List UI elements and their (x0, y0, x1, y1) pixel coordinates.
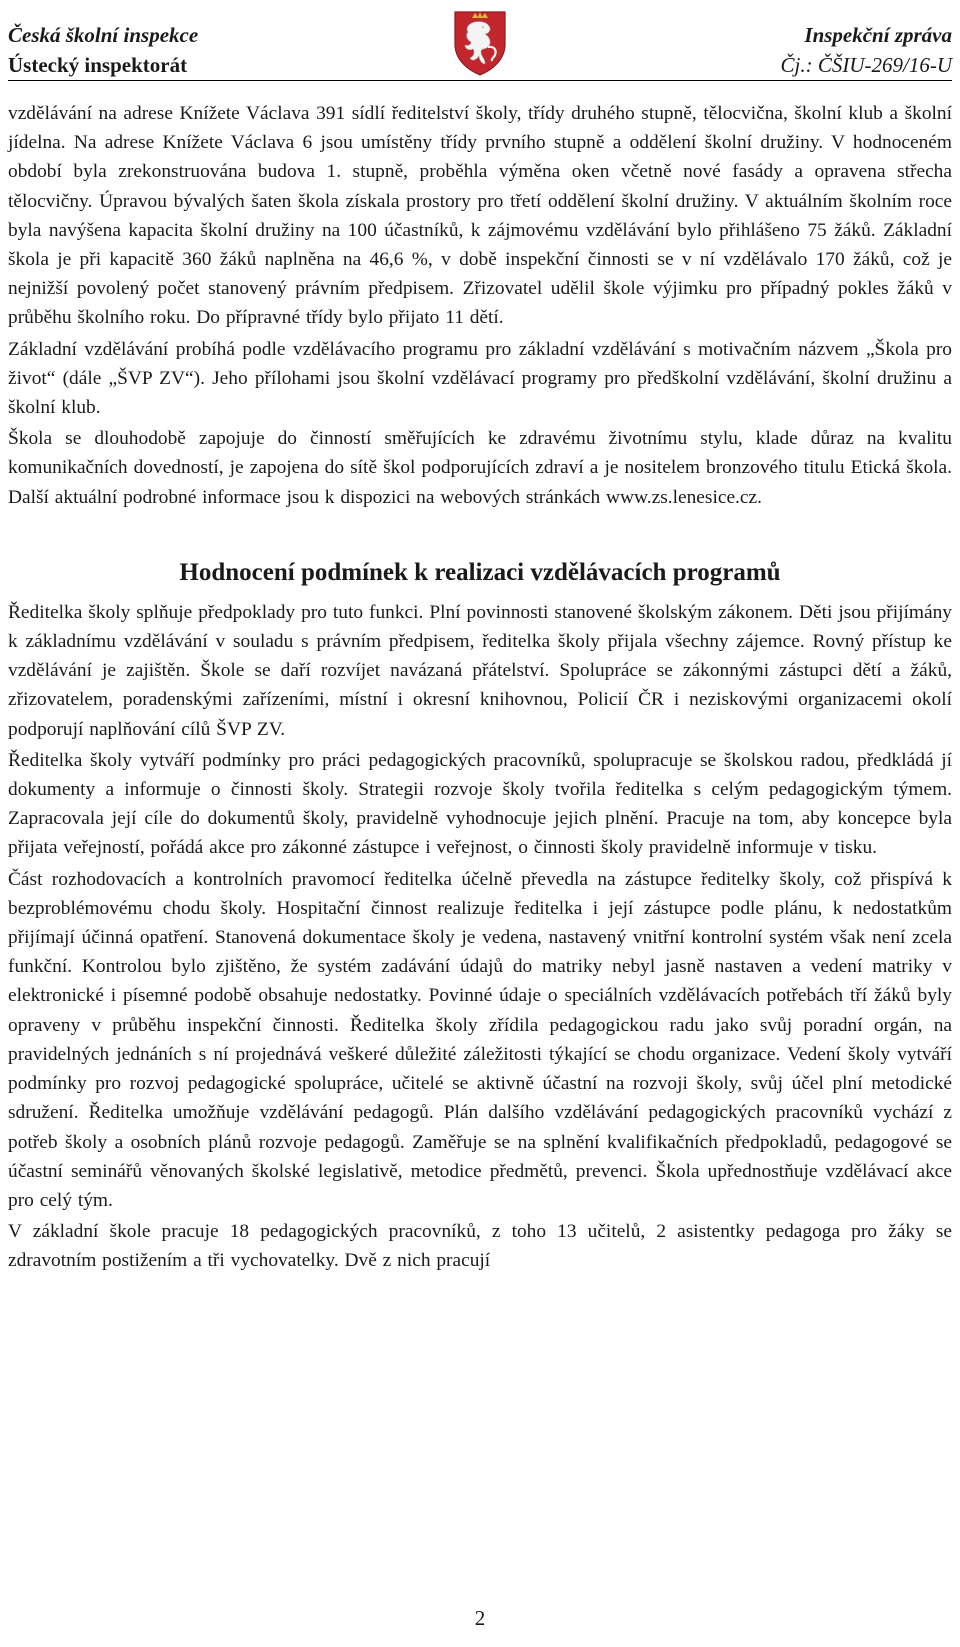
inspectorate-name: Ústecký inspektorát (8, 53, 188, 77)
page-header (8, 6, 952, 81)
report-type: Inspekční zpráva (804, 23, 952, 47)
section-title: Hodnocení podmínek k realizaci vzdělávacích programů (179, 558, 781, 586)
section-paragraph-2: Ředitelka školy vytváří podmínky pro práci pedagogických pracovníků, spolupracuje se školskou radou, předkládá jí dokumenty a informuje o činnosti školy. Strategii rozvoje školy tvořila ředitelka s celým pedagogickým týmem. Zapracovala její cíle do dokumentů školy, pravidelně vyhodnocuje jejich plnění. Pracuje na tom, aby koncepce byla přijata veřejností, pořádá akce pro zákonné zástupce i veřejnost, o činnosti školy pravidelně informuje v tisku. (8, 749, 952, 859)
section-paragraph-3: Část rozhodovacích a kontrolních pravomocí ředitelka účelně převedla na zástupce ředitelky školy, což přispívá k bezproblémovému chodu školy. Hospitační činnost realizuje ředitelka i její zástupce podle plánu, k nedostatkům přijímají účinná opatření. Stanovená dokumentace školy je vedena, nastavený vnitřní kontrolní systém však není zcela funkční. Kontrolou bylo zjištěno, že systém zadávání údajů do matriky nebyl jasně nastaven a vedení matriky v elektronické i písemné podobě obsahuje nedostatky. Povinné údaje o speciálních vzdělávacích potřebách tří žáků byly opraveny v průběhu inspekční činnosti. Ředitelka školy zřídila pedagogickou radu jako svůj poradní orgán, na pravidelných jednáních s ní projednává veškeré důležité záležitosti týkající se chodu organizace. Vedení školy vytváří podmínky pro rozvoj pedagogické spolupráce, učitelé se aktivně účastní na rozvoji školy, svůj účel plní metodické sdružení. Ředitelka umožňuje vzdělávání pedagogů. Plán dalšího vzdělávání pedagogických pracovníků vychází z potřeb školy a osobních plánů rozvoje pedagogů. Zaměřuje se na splnění kvalifikačních předpokladů, pedagogové se účastní seminářů věnovaných školské legislativě, metodice předmětů, prevenci. Škola upřednostňuje vzdělávací akce pro celý tým. (8, 868, 952, 1211)
organization-name: Česká školní inspekce (8, 23, 199, 47)
page-number: 2 (474, 1606, 486, 1630)
report-block (781, 20, 953, 80)
paragraph-intro-1: vzdělávání na adrese Knížete Václava 391 sídlí ředitelství školy, třídy druhého stupně, tělocvična, školní klub a školní jídelna. Na adrese Knížete Václava 6 jsou umístěny třídy prvního stupně a oddělení školní družiny. V hodnoceném období byla zrekonstruována budova 1. stupně, proběhla výměna oken včetně nové fasády a opravena střecha tělocvičny. Úpravou bývalých šaten škola získala prostory pro třetí oddělení školní družiny. V aktuálním školním roce byla navýšena kapacita školní družiny na 100 účastníků, k zájmovému vzdělávání bylo přihlášeno 75 žáků. Základní škola je při kapacitě 360 žáků naplněna na 46,6 %, v době inspekční činnosti se v ní vzdělávalo 170 žáků, což je nejnižší povolený počet stanovený právním předpisem. Zřizovatel udělil škole výjimku pro případný pokles žáků v průběhu školního roku. Do přípravné třídy bylo přijato 11 dětí. (8, 103, 952, 329)
document-body (8, 99, 952, 1278)
paragraph-intro-2: Základní vzdělávání probíhá podle vzdělávacího programu pro základní vzdělávání s motivačním názvem „Škola pro život“ (dále „ŠVP ZV“). Jeho přílohami jsou školní vzdělávací programy pro předškolní vzdělávání, školní družinu a školní klub. (8, 338, 952, 419)
coat-of-arms-icon (450, 6, 510, 76)
section-paragraph-1: Ředitelka školy splňuje předpoklady pro tuto funkci. Plní povinnosti stanovené školským zákonem. Děti jsou přijímány k základnímu vzdělávání v souladu s právním předpisem, ředitelka školy přijala všechny zájemce. Rovný přístup ke vzdělávání je zajištěn. Škole se daří rozvíjet navázaná přátelství. Spolupráce se zákonnými zástupci dětí a žáků, zřizovatelem, poradenskými zařízeními, místní i okresní knihovnou, Policií ČR i neziskovými organizacemi okolí podporují naplňování cílů ŠVP ZV. (8, 601, 952, 740)
section-paragraph-4: V základní škole pracuje 18 pedagogických pracovníků, z toho 13 učitelů, 2 asistentky pedagoga pro žáky se zdravotním postižením a tři vychovatelky. Dvě z nich pracují (8, 1221, 952, 1272)
reference-number: Čj.: ČŠIU-269/16-U (780, 53, 952, 77)
paragraph-intro-3: Škola se dlouhodobě zapojuje do činností směřujících ke zdravému životnímu stylu, klade důraz na kvalitu komunikačních dovedností, je zapojena do sítě škol podporujících zdraví a je nositelem bronzového titulu Etická škola. Další aktuální podrobné informace jsou k dispozici na webových stránkách www.zs.lenesice.cz. (8, 428, 952, 508)
organization-block (8, 20, 198, 80)
